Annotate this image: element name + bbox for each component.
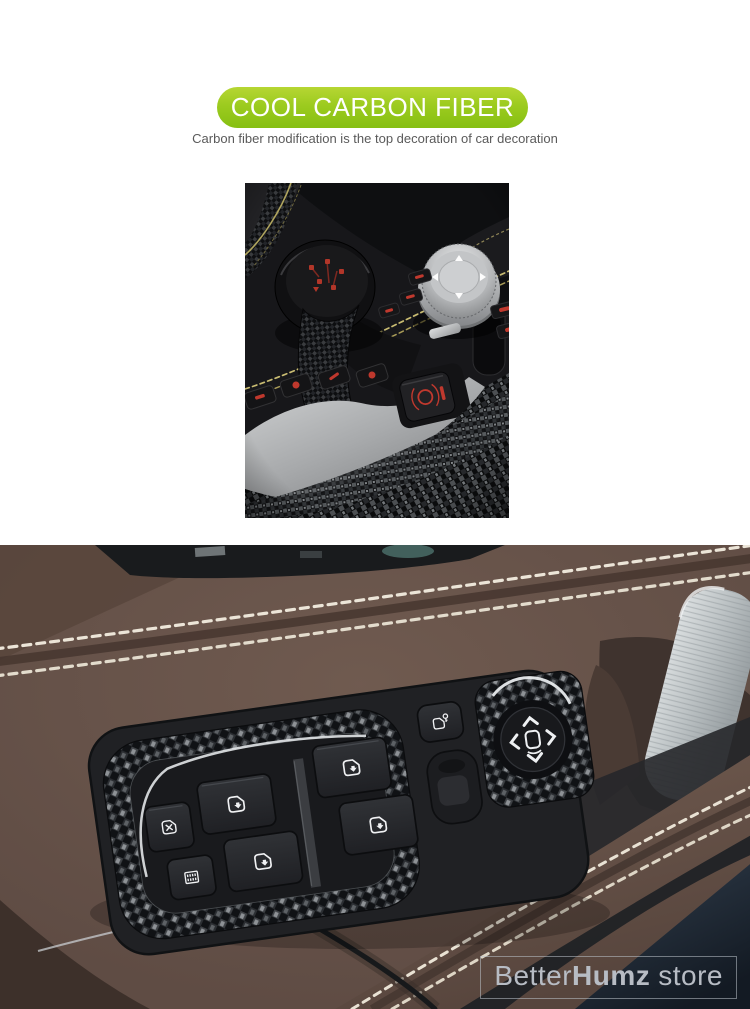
watermark-suffix: store (658, 960, 723, 991)
console-photo-svg (245, 183, 509, 518)
watermark-bold: Humz (572, 960, 651, 991)
banner-subtitle: Carbon fiber modification is the top decoration of car decoration (192, 131, 558, 146)
banner-pill (217, 87, 528, 128)
mirror-adjust-joystick (472, 669, 596, 810)
banner-title: COOL CARBON FIBER (230, 92, 515, 122)
door-panel-photo (0, 545, 750, 1009)
console-photo (245, 183, 509, 518)
window-lock-button (416, 701, 464, 744)
store-watermark (480, 956, 737, 999)
door-photo-svg (0, 545, 750, 1009)
console-vignette (245, 183, 509, 518)
watermark-prefix: Better (494, 960, 573, 991)
